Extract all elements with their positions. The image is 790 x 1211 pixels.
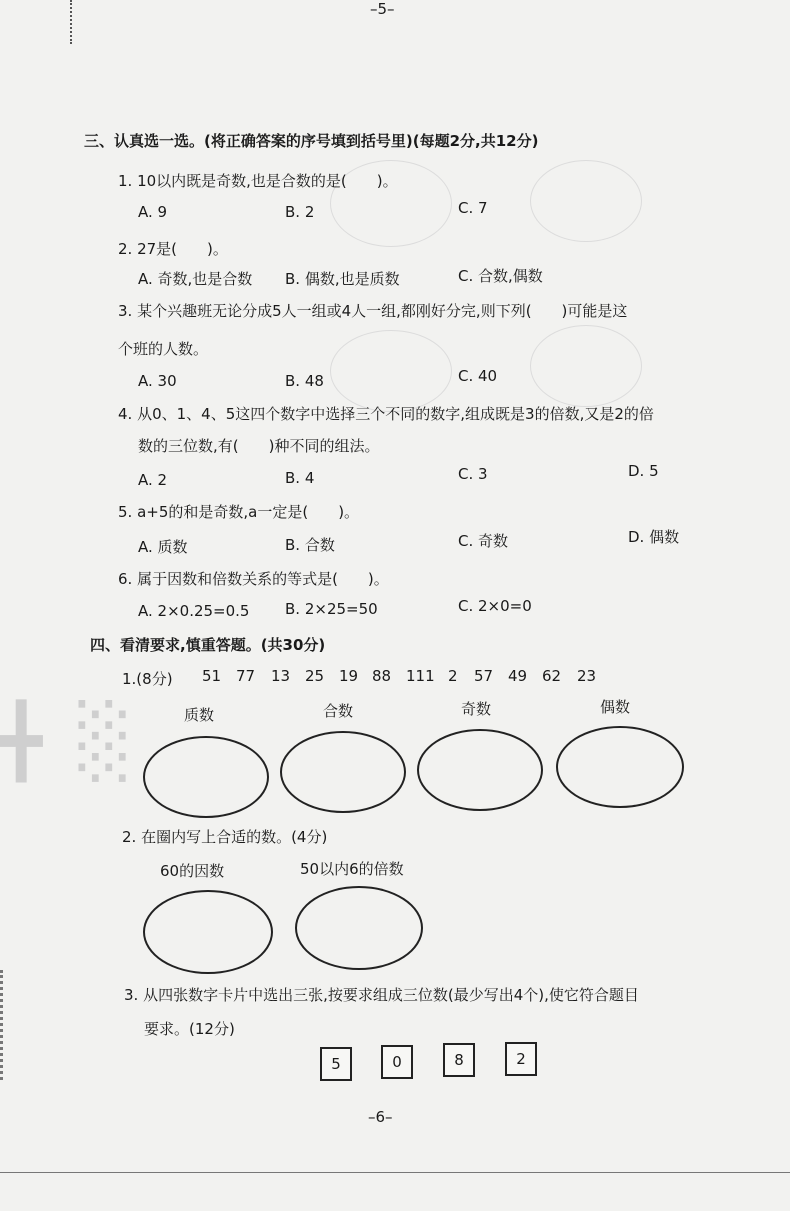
s4-q1-number: 49	[508, 667, 528, 685]
s4-q3-line-2: 要求。(12分)	[144, 1020, 235, 1038]
question-1: 1. 10以内既是奇数,也是合数的是( )。	[118, 172, 398, 190]
q1-option-a: A. 9	[138, 203, 168, 221]
circle-label-composite: 合数	[323, 702, 354, 720]
question-4-line-2: 数的三位数,有( )种不同的组法。	[138, 437, 380, 455]
s4-q1-number: 57	[474, 667, 494, 685]
s4-q1-number: 23	[577, 667, 597, 685]
circle-label-even: 偶数	[600, 698, 631, 716]
question-4-line-1: 4. 从0、1、4、5这四个数字中选择三个不同的数字,组成既是3的倍数,又是2的倍	[118, 405, 654, 423]
q6-option-c: C. 2×0=0	[458, 597, 532, 615]
q1-option-b: B. 2	[285, 203, 315, 221]
q5-option-a: A. 质数	[138, 538, 188, 556]
q5-option-d: D. 偶数	[628, 528, 680, 546]
bleed-through-ellipse	[330, 330, 452, 412]
binding-marks	[0, 970, 7, 1080]
bleed-through-ellipse	[530, 325, 642, 407]
s4-q2-label: 2. 在圈内写上合适的数。(4分)	[122, 828, 328, 846]
answer-circle-prime[interactable]	[143, 736, 269, 818]
q3-option-c: C. 40	[458, 367, 498, 385]
question-2: 2. 27是( )。	[118, 240, 228, 258]
answer-circle-odd[interactable]	[417, 729, 543, 811]
question-3-line-1: 3. 某个兴趣班无论分成5人一组或4人一组,都刚好分完,则下列( )可能是这	[118, 302, 628, 320]
q4-option-b: B. 4	[285, 469, 315, 487]
s4-q1-number: 13	[271, 667, 291, 685]
top-page-number: –5–	[370, 0, 395, 18]
s4-q1-number: 88	[372, 667, 392, 685]
section-3-title: 三、认真选一选。(将正确答案的序号填到括号里)(每题2分,共12分)	[84, 132, 539, 150]
question-5: 5. a+5的和是奇数,a一定是( )。	[118, 503, 360, 521]
s4-q1-number: 62	[542, 667, 562, 685]
q2-option-c: C. 合数,偶数	[458, 267, 543, 285]
q4-option-c: C. 3	[458, 465, 488, 483]
digit-card: 2	[505, 1042, 537, 1076]
question-3-line-2: 个班的人数。	[118, 340, 209, 358]
q4-option-a: A. 2	[138, 471, 168, 489]
section-4-title: 四、看清要求,慎重答题。(共30分)	[90, 636, 326, 654]
circle-label-factors-60: 60的因数	[160, 862, 225, 880]
digit-card: 0	[381, 1045, 413, 1079]
answer-circle-multiples-6[interactable]	[295, 886, 423, 970]
q3-option-a: A. 30	[138, 372, 177, 390]
s4-q1-number: 77	[236, 667, 256, 685]
q4-option-d: D. 5	[628, 462, 659, 480]
s4-q1-number: 25	[305, 667, 325, 685]
s4-q1-number: 19	[339, 667, 359, 685]
s4-q1-number: 51	[202, 667, 222, 685]
binding-dots	[70, 0, 72, 44]
s4-q1-number: 2	[448, 667, 458, 685]
q5-option-c: C. 奇数	[458, 532, 509, 550]
digit-card: 5	[320, 1047, 352, 1081]
answer-circle-composite[interactable]	[280, 731, 406, 813]
q6-option-a: A. 2×0.25=0.5	[138, 602, 250, 620]
s4-q1-label: 1.(8分)	[122, 670, 173, 688]
q6-option-b: B. 2×25=50	[285, 600, 378, 618]
digit-card: 8	[443, 1043, 475, 1077]
circle-label-prime: 质数	[184, 706, 215, 724]
q1-option-c: C. 7	[458, 199, 488, 217]
q2-option-a: A. 奇数,也是合数	[138, 270, 253, 288]
answer-circle-factors-60[interactable]	[143, 890, 273, 974]
q5-option-b: B. 合数	[285, 536, 335, 554]
bleed-through-ellipse	[530, 160, 642, 242]
circle-label-multiples-6: 50以内6的倍数	[300, 860, 404, 878]
answer-circle-even[interactable]	[556, 726, 684, 808]
faded-stamp-watermark: ╋ ░	[0, 700, 139, 782]
q3-option-b: B. 48	[285, 372, 324, 390]
s4-q1-number: 111	[406, 667, 435, 685]
s4-q3-line-1: 3. 从四张数字卡片中选出三张,按要求组成三位数(最少写出4个),使它符合题目	[124, 986, 639, 1004]
question-6: 6. 属于因数和倍数关系的等式是( )。	[118, 570, 389, 588]
page-bottom-rule	[0, 1172, 790, 1173]
bottom-page-number: –6–	[368, 1108, 393, 1126]
q2-option-b: B. 偶数,也是质数	[285, 270, 400, 288]
circle-label-odd: 奇数	[461, 700, 492, 718]
